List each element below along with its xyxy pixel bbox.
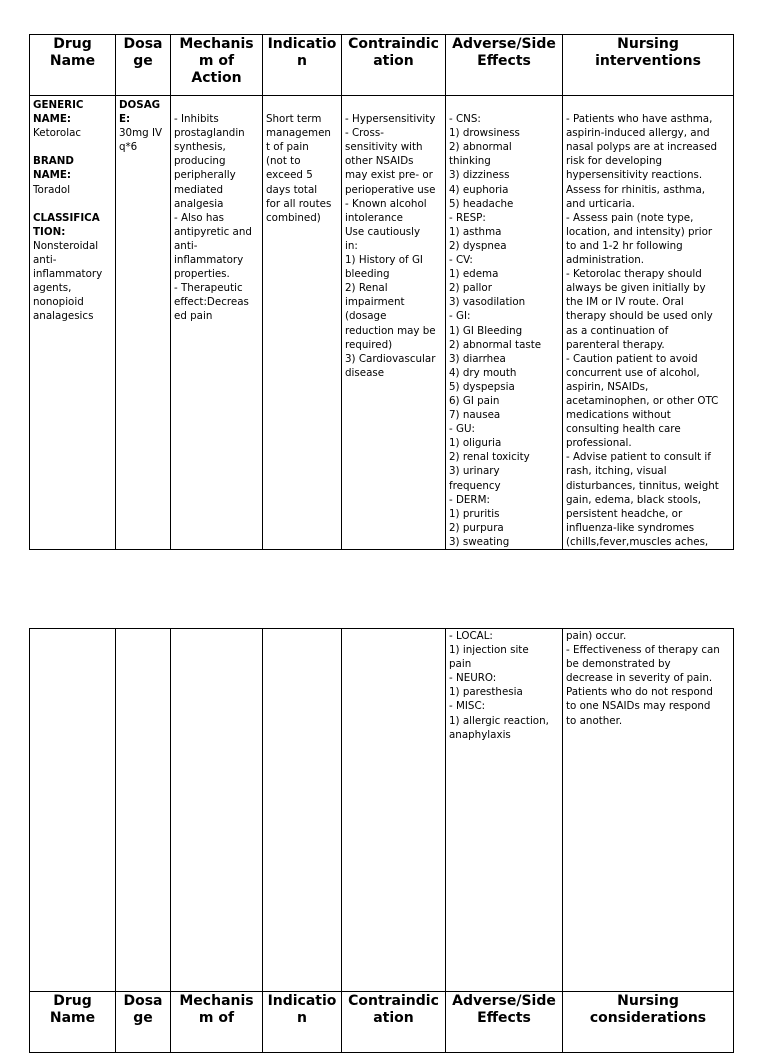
cell-text-line: Toradol bbox=[33, 183, 71, 196]
header-text-line: Action bbox=[191, 70, 242, 86]
cell-indication bbox=[263, 629, 342, 992]
header-text-line: Name bbox=[49, 1010, 96, 1026]
cell-indication bbox=[263, 96, 342, 550]
cell-text-line: 2) dyspnea bbox=[449, 239, 507, 252]
cell-text-line: 7) nausea bbox=[449, 409, 501, 422]
cell-text-line: required) bbox=[345, 338, 393, 351]
cell-text-line: be demonstrated by bbox=[566, 658, 671, 671]
cell-text-line: location, and intensity) prior bbox=[566, 225, 713, 238]
cell-text-line: administration. bbox=[566, 254, 645, 267]
cell-text-line: anti- bbox=[174, 239, 198, 252]
cell-text-line: - Assess pain (note type, bbox=[566, 211, 694, 224]
header-text-line: ation bbox=[373, 1010, 414, 1026]
header-text-line: interventions bbox=[595, 53, 701, 69]
cell-text-line: 1) asthma bbox=[449, 225, 502, 238]
cell-contraindication bbox=[342, 629, 446, 992]
header-adverse-effects bbox=[446, 35, 563, 96]
cell-text-line: for all routes bbox=[266, 197, 332, 210]
cell-text-line: Patients who do not respond bbox=[566, 686, 713, 699]
cell-text-line: - Cross- bbox=[345, 127, 384, 140]
cell-text-line: 2) purpura bbox=[449, 521, 504, 534]
cell-text-line: concurrent use of alcohol, bbox=[566, 366, 700, 379]
cell-text-line: medications without bbox=[566, 409, 671, 422]
cell-label-line: CLASSIFICA bbox=[33, 211, 100, 224]
header-mechanism bbox=[171, 35, 263, 96]
header-text-line: Effects bbox=[477, 1010, 531, 1026]
cell-text-line: 2) abnormal bbox=[449, 141, 512, 154]
cell-text-line: therapy should be used only bbox=[566, 310, 713, 323]
cell-text-line: 3) dizziness bbox=[449, 169, 510, 182]
header-text-line: Dosa bbox=[123, 993, 163, 1009]
cell-text-line: always be given initially by bbox=[566, 282, 706, 295]
cell-text-line: thinking bbox=[449, 155, 491, 168]
drug-study-table-page-1 bbox=[29, 34, 734, 550]
header-drug-name bbox=[30, 992, 116, 1053]
header-text-line: Nursing bbox=[617, 993, 679, 1009]
cell-text-line: acetaminophen, or other OTC bbox=[566, 394, 719, 407]
cell-text-line: - LOCAL: bbox=[449, 630, 493, 642]
cell-text-line: pain bbox=[449, 658, 472, 671]
cell-text-line: decrease in severity of pain. bbox=[566, 672, 713, 685]
header-text-line: Drug bbox=[53, 993, 92, 1009]
header-text-line: Drug bbox=[53, 36, 92, 52]
cell-text-line: rash, itching, visual bbox=[566, 465, 667, 478]
cell-text-line: q*6 bbox=[119, 141, 138, 154]
cell-text-line: 5) dyspepsia bbox=[449, 380, 515, 393]
header-text-line: Name bbox=[49, 53, 96, 69]
header-text-line: Effects bbox=[477, 53, 531, 69]
cell-text-line: disturbances, tinnitus, weight bbox=[566, 479, 719, 492]
cell-text-line: 2) Renal bbox=[345, 282, 388, 295]
cell-text-line: 3) sweating bbox=[449, 535, 510, 548]
cell-dosage bbox=[116, 96, 171, 550]
cell-label-line: DOSAG bbox=[119, 99, 161, 111]
cell-text-line: - Therapeutic bbox=[174, 282, 243, 295]
cell-text-line bbox=[566, 98, 730, 112]
cell-text-line: in: bbox=[345, 239, 358, 252]
cell-text-line: analgesia bbox=[174, 197, 224, 210]
header-text-line: m of bbox=[198, 1010, 235, 1026]
cell-text-line: - Inhibits bbox=[174, 113, 219, 126]
cell-text-line: perioperative use bbox=[345, 183, 436, 196]
cell-text-line: aspirin, NSAIDs, bbox=[566, 380, 649, 393]
header-text-line: Adverse/Side bbox=[452, 36, 556, 52]
cell-text-line: persistent headche, or bbox=[566, 507, 683, 520]
cell-label-line: BRAND bbox=[33, 155, 74, 168]
cell-text-line: 1) History of GI bbox=[345, 254, 423, 267]
cell-label-line: TION: bbox=[33, 225, 66, 238]
header-nursing-considerations bbox=[563, 992, 734, 1053]
cell-label-line: E: bbox=[119, 113, 131, 126]
cell-text-line: - Effectiveness of therapy can bbox=[566, 644, 720, 657]
cell-text-line: professional. bbox=[566, 437, 632, 450]
cell-text-line: 1) GI Bleeding bbox=[449, 324, 523, 337]
cell-text-line bbox=[174, 98, 259, 112]
cell-text-line: t of pain bbox=[266, 141, 309, 154]
cell-text-line: (not to bbox=[266, 155, 301, 168]
cell-text-line: influenza-like syndromes bbox=[566, 521, 695, 534]
cell-text-line: exceed 5 bbox=[266, 169, 313, 182]
cell-text-line: Nonsteroidal bbox=[33, 239, 99, 252]
cell-text-line: 2) pallor bbox=[449, 282, 492, 295]
cell-text-line: - Known alcohol bbox=[345, 197, 427, 210]
cell-text-line: combined) bbox=[266, 211, 321, 224]
cell-text-line: 3) vasodilation bbox=[449, 296, 526, 309]
cell-text-line: to and 1-2 hr following bbox=[566, 239, 683, 252]
cell-text-line: 3) urinary bbox=[449, 465, 500, 478]
header-text-line: ation bbox=[373, 53, 414, 69]
header-indication bbox=[263, 992, 342, 1053]
cell-adverse-effects bbox=[446, 96, 563, 550]
header-mechanism bbox=[171, 992, 263, 1053]
cell-text-line: days total bbox=[266, 183, 318, 196]
cell-text-line: 6) GI pain bbox=[449, 394, 500, 407]
header-dosage bbox=[116, 992, 171, 1053]
cell-text-line: - Caution patient to avoid bbox=[566, 352, 698, 365]
cell-text-line: consulting health care bbox=[566, 423, 681, 436]
cell-text-line: (dosage bbox=[345, 310, 387, 323]
header-nursing-interventions bbox=[563, 35, 734, 96]
header-text-line: Indicatio bbox=[267, 993, 337, 1009]
header-text-line: Mechanis bbox=[179, 993, 254, 1009]
cell-text-line: prostaglandin bbox=[174, 127, 245, 140]
cell-text-line: peripherally bbox=[174, 169, 236, 182]
header-text-line: Nursing bbox=[617, 36, 679, 52]
cell-text-line: the IM or IV route. Oral bbox=[566, 296, 684, 309]
header-text-line: n bbox=[297, 1010, 307, 1026]
cell-text-line: other NSAIDs bbox=[345, 155, 414, 168]
cell-text-line: - Ketorolac therapy should bbox=[566, 268, 702, 281]
cell-text-line: 1) drowsiness bbox=[449, 127, 520, 140]
cell-text-line: - GU: bbox=[449, 423, 475, 436]
cell-text-line: analagesics bbox=[33, 310, 94, 323]
cell-text-line: bleeding bbox=[345, 268, 390, 281]
cell-text-line: 1) paresthesia bbox=[449, 686, 523, 699]
cell-text-line: 5) headache bbox=[449, 197, 514, 210]
cell-text-line: - RESP: bbox=[449, 211, 486, 224]
cell-text-line: to one NSAIDs may respond bbox=[566, 700, 711, 713]
cell-text-line bbox=[449, 98, 559, 112]
cell-text-line: - DERM: bbox=[449, 493, 490, 506]
cell-text-line: - CV: bbox=[449, 254, 473, 267]
header-text-line: Contraindic bbox=[348, 993, 439, 1009]
header-text-line: Indicatio bbox=[267, 36, 337, 52]
cell-text-line bbox=[33, 140, 112, 154]
cell-text-line: anaphylaxis bbox=[449, 728, 511, 741]
cell-text-line: synthesis, bbox=[174, 141, 226, 154]
cell-text-line: Use cautiously bbox=[345, 225, 421, 238]
cell-label-line: NAME: bbox=[33, 169, 71, 182]
header-contraindication bbox=[342, 35, 446, 96]
cell-nursing-interventions bbox=[563, 96, 734, 550]
header-row bbox=[30, 992, 734, 1053]
cell-adverse-effects bbox=[446, 629, 563, 992]
cell-text-line: nasal polyps are at increased bbox=[566, 141, 718, 154]
cell-text-line: 30mg IV bbox=[119, 127, 163, 140]
cell-text-line: antipyretic and bbox=[174, 225, 252, 238]
cell-mechanism bbox=[171, 629, 263, 992]
cell-text-line: producing bbox=[174, 155, 226, 168]
cell-text-line: managemen bbox=[266, 127, 331, 140]
drug-study-table-page-3-header bbox=[29, 991, 734, 1053]
cell-text-line: anti- bbox=[33, 254, 57, 267]
cell-text-line: - CNS: bbox=[449, 113, 481, 126]
cell-text-line: 3) diarrhea bbox=[449, 352, 506, 365]
cell-text-line: pain) occur. bbox=[566, 630, 627, 642]
cell-text-line: sensitivity with bbox=[345, 141, 423, 154]
cell-text-line: 4) euphoria bbox=[449, 183, 509, 196]
cell-text-line: 1) pruritis bbox=[449, 507, 500, 520]
header-adverse-effects bbox=[446, 992, 563, 1053]
cell-text-line: mediated bbox=[174, 183, 223, 196]
cell-text-line: - Patients who have asthma, bbox=[566, 113, 713, 126]
cell-text-line: frequency bbox=[449, 479, 501, 492]
cell-text-line: inflammatory bbox=[33, 268, 103, 281]
cell-text-line: inflammatory bbox=[174, 254, 244, 267]
cell-text-line: parenteral therapy. bbox=[566, 338, 665, 351]
cell-text-line: - MISC: bbox=[449, 700, 486, 713]
cell-text-line: 4) dry mouth bbox=[449, 366, 517, 379]
header-text-line: n bbox=[297, 53, 307, 69]
header-text-line: Contraindic bbox=[348, 36, 439, 52]
cell-text-line: disease bbox=[345, 366, 385, 379]
cell-mechanism bbox=[171, 96, 263, 550]
continuation-row bbox=[30, 629, 734, 992]
cell-text-line: to another. bbox=[566, 714, 623, 727]
cell-text-line: - GI: bbox=[449, 310, 471, 323]
cell-text-line: - Hypersensitivity bbox=[345, 113, 436, 126]
cell-text-line: 1) edema bbox=[449, 268, 499, 281]
cell-text-line: nonopioid bbox=[33, 296, 84, 309]
header-contraindication bbox=[342, 992, 446, 1053]
cell-text-line: impairment bbox=[345, 296, 405, 309]
drug-study-table-page-2 bbox=[29, 628, 734, 992]
cell-text-line: may exist pre- or bbox=[345, 169, 433, 182]
cell-text-line: properties. bbox=[174, 268, 230, 281]
cell-text-line: 1) oliguria bbox=[449, 437, 502, 450]
cell-drug-name bbox=[30, 96, 116, 550]
header-text-line: Dosa bbox=[123, 36, 163, 52]
header-indication bbox=[263, 35, 342, 96]
header-text-line: m of bbox=[198, 53, 235, 69]
cell-text-line: Short term bbox=[266, 113, 322, 126]
cell-text-line: as a continuation of bbox=[566, 324, 669, 337]
cell-text-line: risk for developing bbox=[566, 155, 663, 168]
header-row bbox=[30, 35, 734, 96]
header-text-line: ge bbox=[133, 1010, 153, 1026]
cell-text-line bbox=[266, 98, 338, 112]
cell-text-line: reduction may be bbox=[345, 324, 436, 337]
cell-text-line: effect:Decreas bbox=[174, 296, 249, 309]
drug-row bbox=[30, 96, 734, 550]
cell-text-line: - Advise patient to consult if bbox=[566, 451, 711, 464]
cell-text-line: (chills,fever,muscles aches, bbox=[566, 535, 709, 548]
header-drug-name bbox=[30, 35, 116, 96]
cell-text-line: 1) injection site bbox=[449, 644, 529, 657]
cell-text-line bbox=[345, 98, 442, 112]
header-text-line: ge bbox=[133, 53, 153, 69]
cell-text-line: hypersensitivity reactions. bbox=[566, 169, 703, 182]
header-text-line: Adverse/Side bbox=[452, 993, 556, 1009]
cell-text-line: gain, edema, black stools, bbox=[566, 493, 701, 506]
cell-nursing-interventions bbox=[563, 629, 734, 992]
cell-text-line: 2) renal toxicity bbox=[449, 451, 530, 464]
cell-label-line: NAME: bbox=[33, 113, 71, 126]
header-dosage bbox=[116, 35, 171, 96]
cell-text-line: 1) allergic reaction, bbox=[449, 714, 549, 727]
cell-text-line: - Also has bbox=[174, 211, 225, 224]
cell-text-line: 3) Cardiovascular bbox=[345, 352, 436, 365]
header-text-line: Mechanis bbox=[179, 36, 254, 52]
cell-text-line: ed pain bbox=[174, 310, 213, 323]
cell-dosage bbox=[116, 629, 171, 992]
header-text-line: considerations bbox=[589, 1010, 707, 1026]
cell-text-line: agents, bbox=[33, 282, 72, 295]
cell-drug-name bbox=[30, 629, 116, 992]
cell-contraindication bbox=[342, 96, 446, 550]
cell-text-line: aspirin-induced allergy, and bbox=[566, 127, 710, 140]
cell-text-line bbox=[33, 197, 112, 211]
cell-label-line: GENERIC bbox=[33, 99, 84, 111]
cell-text-line: intolerance bbox=[345, 211, 403, 224]
cell-text-line: 2) abnormal taste bbox=[449, 338, 542, 351]
cell-text-line: Assess for rhinitis, asthma, bbox=[566, 183, 706, 196]
cell-text-line: - NEURO: bbox=[449, 672, 497, 685]
cell-text-line: and urticaria. bbox=[566, 197, 635, 210]
cell-text-line: Ketorolac bbox=[33, 127, 82, 140]
